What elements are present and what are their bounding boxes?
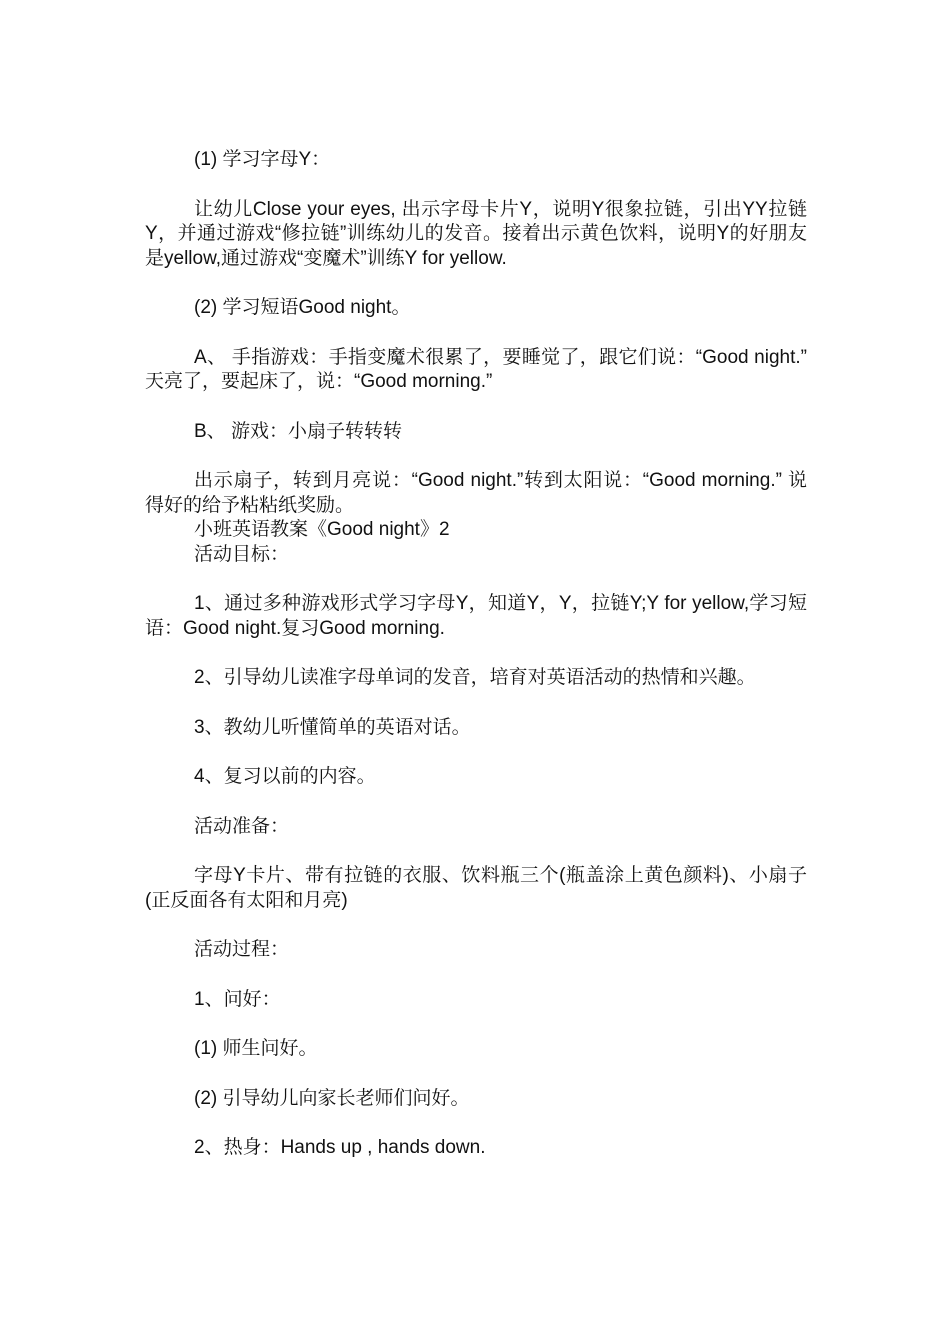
paragraph-objective-2: 2、引导幼儿读准字母单词的发音，培育对英语活动的热情和兴趣。 bbox=[194, 667, 756, 688]
paragraph-learn-letter-y-heading: (1) 学习字母Y： bbox=[194, 149, 331, 170]
paragraph-greeting-2: (2) 引导幼儿向家长老师们问好。 bbox=[194, 1087, 470, 1109]
paragraph-process-heading: 活动过程： bbox=[194, 939, 290, 960]
paragraph-objective-4: 4、复习以前的内容。 bbox=[194, 766, 376, 787]
paragraph-fan-game-body: 出示扇子，转到月亮说：“Good night.”转到太阳说：“Good morning.” 说得好的给予粘粘纸奖励。 bbox=[145, 470, 807, 516]
paragraph-warm-up: 2、热身：Hands up , hands down. bbox=[194, 1137, 486, 1158]
paragraph-finger-game: A、 手指游戏：手指变魔术很累了，要睡觉了，跟它们说：“Good night.” 天亮了，要起床了，说：“Good morning.” bbox=[145, 346, 807, 392]
paragraph-greeting-1: (1) 师生问好。 bbox=[194, 1038, 318, 1059]
paragraph-preparation-body: 字母Y卡片、带有拉链的衣服、饮料瓶三个(瓶盖涂上黄色颜料)、小扇子(正反面各有太阳和月亮) bbox=[145, 865, 807, 911]
paragraph-learn-good-night-heading: (2) 学习短语Good night。 bbox=[194, 297, 411, 318]
paragraph-greeting-heading: 1、问好： bbox=[194, 988, 281, 1010]
paragraph-preparation-heading: 活动准备： bbox=[194, 815, 290, 837]
paragraph-lesson-title-2: 小班英语教案《Good night》2 bbox=[194, 519, 450, 540]
paragraph-objective-3: 3、教幼儿听懂简单的英语对话。 bbox=[194, 716, 471, 738]
paragraph-learn-letter-y-body: 让幼儿Close your eyes, 出示字母卡片Y，说明Y很象拉链，引出YY拉链Y，并通过游戏“修拉链”训练幼儿的发音。接着出示黄色饮料，说明Y的好朋友是yellow,通过游戏“变魔术”训练Y for yellow. bbox=[145, 198, 807, 269]
paragraph-objective-1: 1、通过多种游戏形式学习字母Y，知道Y，Y，拉链Y;Y for yellow,学习短语：Good night.复习Good morning. bbox=[145, 593, 807, 639]
paragraph-fan-game-heading: B、 游戏：小扇子转转转 bbox=[194, 420, 402, 442]
document-body bbox=[145, 148, 807, 1161]
paragraph-objectives-heading: 活动目标： bbox=[194, 543, 290, 565]
